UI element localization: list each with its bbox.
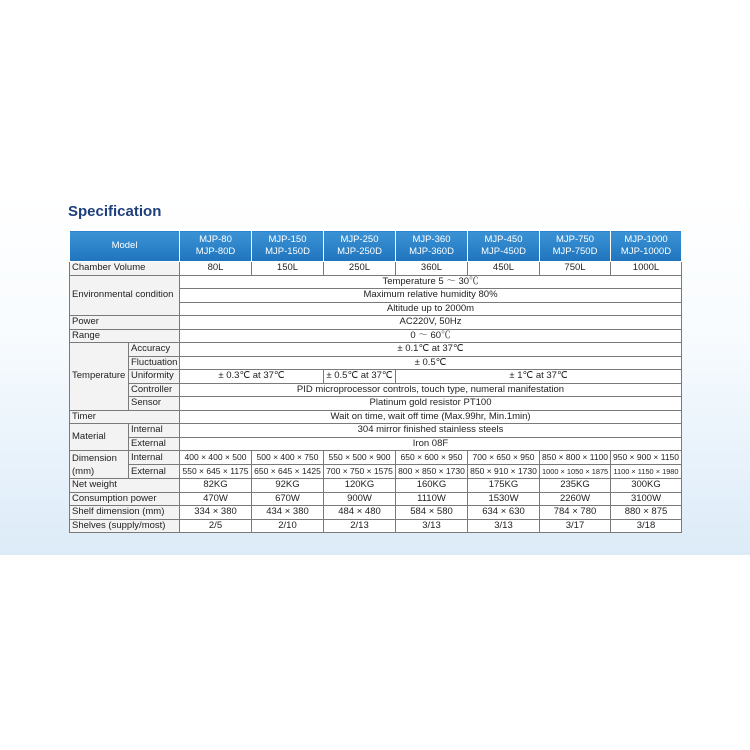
table-row [70,397,682,411]
table-cell: 434 × 380 [252,506,324,520]
table-cell: 235KG [540,479,611,493]
table-cell: 1110W [396,492,468,506]
table-cell: Iron 08F [180,437,682,451]
table-cell: 800 × 850 × 1730 [396,465,468,479]
header-model-7: MJP-1000 MJP-1000D [611,231,682,262]
table-cell: 300KG [611,479,682,493]
table-cell: 3100W [611,492,682,506]
table-cell: 80L [180,262,252,276]
header-model: Model [70,231,180,262]
row-label-dimension: Dimension (mm) [70,451,129,479]
table-cell: 2/13 [324,519,396,533]
table-cell: 750L [540,262,611,276]
specification-table [69,230,682,533]
table-row [70,437,682,451]
row-sublabel-external: External [129,465,180,479]
row-label-shelf-dimension: Shelf dimension (mm) [70,506,180,520]
table-cell: 470W [180,492,252,506]
header-model-5: MJP-450 MJP-450D [468,231,540,262]
row-label-temperature: Temperature [70,343,129,411]
table-cell: 334 × 380 [180,506,252,520]
row-label-consumption-power: Consumption power [70,492,180,506]
table-cell: 92KG [252,479,324,493]
header-model-4: MJP-360 MJP-360D [396,231,468,262]
table-cell: 1530W [468,492,540,506]
table-row [70,465,682,479]
table-cell: 82KG [180,479,252,493]
table-header-row [70,231,682,262]
table-cell: ± 0.3℃ at 37℃ [180,370,324,384]
table-cell: ± 0.5℃ at 37℃ [324,370,396,384]
table-cell: 3/13 [396,519,468,533]
row-label-shelves: Shelves (supply/most) [70,519,180,533]
table-row [70,370,682,384]
table-cell: 1100 × 1150 × 1980 [611,465,682,479]
table-cell: 700 × 750 × 1575 [324,465,396,479]
row-sublabel-external: External [129,437,180,451]
row-sublabel-uniformity: Uniformity [129,370,180,384]
table-cell: 650 × 600 × 950 [396,451,468,465]
table-row [70,519,682,533]
table-row [70,492,682,506]
table-row [70,424,682,438]
table-row [70,262,682,276]
row-sublabel-sensor: Sensor [129,397,180,411]
row-label-net-weight: Net weight [70,479,180,493]
table-row [70,343,682,357]
table-cell: 650 × 645 × 1425 [252,465,324,479]
table-cell: Altitude up to 2000m [180,302,682,316]
table-cell: 500 × 400 × 750 [252,451,324,465]
table-cell: 450L [468,262,540,276]
row-label-timer: Timer [70,410,180,424]
table-row [70,383,682,397]
table-cell: 120KG [324,479,396,493]
page-title: Specification [68,203,162,220]
table-row [70,316,682,330]
header-model-3: MJP-250 MJP-250D [324,231,396,262]
table-cell: 670W [252,492,324,506]
table-cell: 160KG [396,479,468,493]
table-cell: 550 × 500 × 900 [324,451,396,465]
table-cell: 2260W [540,492,611,506]
table-cell: 175KG [468,479,540,493]
table-row [70,479,682,493]
table-cell: 304 mirror finished stainless steels [180,424,682,438]
table-cell: ± 0.5℃ [180,356,682,370]
row-sublabel-accuracy: Accuracy [129,343,180,357]
table-cell: 3/13 [468,519,540,533]
table-cell: 0 ～ 60℃ [180,329,682,343]
table-row [70,506,682,520]
table-cell: 900W [324,492,396,506]
row-label-material: Material [70,424,129,451]
table-cell: 250L [324,262,396,276]
row-sublabel-internal: Internal [129,451,180,465]
table-cell: 850 × 800 × 1100 [540,451,611,465]
table-cell: 2/5 [180,519,252,533]
row-sublabel-controller: Controller [129,383,180,397]
row-label-chamber-volume: Chamber Volume [70,262,180,276]
row-label-environmental-condition: Environmental condition [70,275,180,316]
table-cell: ± 0.1℃ at 37℃ [180,343,682,357]
header-model-6: MJP-750 MJP-750D [540,231,611,262]
table-cell: 3/17 [540,519,611,533]
table-cell: Wait on time, wait off time (Max.99hr, Min.1min) [180,410,682,424]
table-cell: 484 × 480 [324,506,396,520]
table-cell: 880 × 875 [611,506,682,520]
table-cell: 1000L [611,262,682,276]
table-cell: Temperature 5 ～ 30℃ [180,275,682,289]
table-cell: 584 × 580 [396,506,468,520]
table-cell: Maximum relative humidity 80% [180,289,682,303]
table-row [70,451,682,465]
table-cell: 3/18 [611,519,682,533]
table-cell: 634 × 630 [468,506,540,520]
table-cell: PID microprocessor controls, touch type, numeral manifestation [180,383,682,397]
table-cell: ± 1℃ at 37℃ [396,370,682,384]
table-row [70,275,682,289]
row-label-power: Power [70,316,180,330]
header-model-2: MJP-150 MJP-150D [252,231,324,262]
table-cell: 150L [252,262,324,276]
row-sublabel-fluctuation: Fluctuation [129,356,180,370]
table-row [70,356,682,370]
table-cell: AC220V, 50Hz [180,316,682,330]
table-cell: 360L [396,262,468,276]
header-model-1: MJP-80 MJP-80D [180,231,252,262]
table-row [70,410,682,424]
table-cell: 2/10 [252,519,324,533]
table-cell: 950 × 900 × 1150 [611,451,682,465]
table-cell: 784 × 780 [540,506,611,520]
table-cell: 700 × 650 × 950 [468,451,540,465]
table-cell: 550 × 645 × 1175 [180,465,252,479]
table-cell: Platinum gold resistor PT100 [180,397,682,411]
row-sublabel-internal: Internal [129,424,180,438]
row-label-range: Range [70,329,180,343]
table-cell: 1000 × 1050 × 1875 [540,465,611,479]
table-cell: 850 × 910 × 1730 [468,465,540,479]
table-cell: 400 × 400 × 500 [180,451,252,465]
table-row [70,329,682,343]
